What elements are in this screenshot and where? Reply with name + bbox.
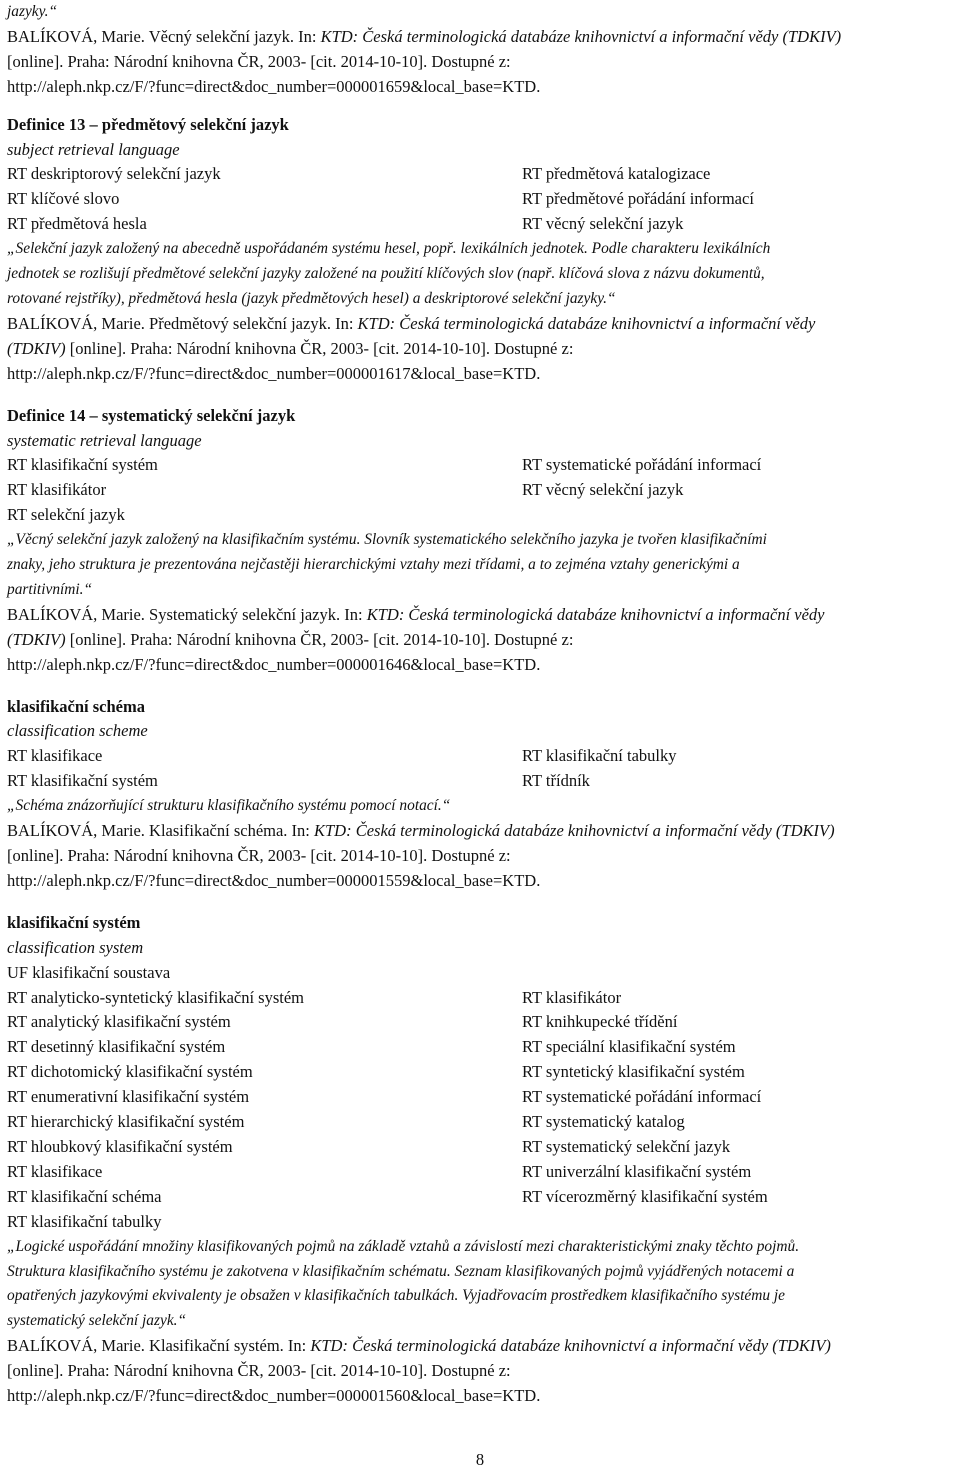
related-terms-row bbox=[7, 1110, 955, 1135]
related-terms-row bbox=[7, 162, 955, 187]
related-term: RT systematické pořádání informací bbox=[522, 455, 762, 475]
related-term: RT klasifikační systém bbox=[7, 455, 158, 475]
source-url[interactable]: http://aleph.nkp.cz/F/?func=direct&doc_number=000001559&local_base=KTD. bbox=[7, 870, 541, 890]
english-equivalent: classification scheme bbox=[7, 721, 148, 741]
term-entry bbox=[7, 404, 955, 678]
source-author: BALÍKOVÁ, Marie. Klasifikační systém. In: bbox=[7, 1336, 311, 1356]
english-equivalent: classification system bbox=[7, 937, 144, 957]
related-term: RT knihkupecké třídění bbox=[522, 1012, 678, 1032]
related-term: RT klasifikační schéma bbox=[7, 1186, 162, 1206]
source-author: BALÍKOVÁ, Marie. Věcný selekční jazyk. In: bbox=[7, 26, 321, 46]
related-term: RT systematický selekční jazyk bbox=[522, 1136, 731, 1156]
definition-line: Struktura klasifikačního systému je zakotvena v klasifikačním schématu. Seznam klasifikovaných pojmů vyjádřených notacemi a bbox=[7, 1262, 795, 1280]
term-heading: Definice 13 – předmětový selekční jazyk bbox=[7, 114, 289, 134]
related-terms-row bbox=[7, 503, 955, 528]
related-term: RT klasifikační systém bbox=[7, 771, 158, 791]
definition-line: systematický selekční jazyk.“ bbox=[7, 1312, 187, 1330]
definition-line: jednotek se rozlišují předmětové selekční jazyky založené na použití klíčových slov (např. klíčová slova z názvu dokumentů, bbox=[7, 265, 765, 283]
document-page bbox=[7, 0, 955, 1409]
related-terms-row bbox=[7, 1135, 955, 1160]
related-term: RT klasifikační tabulky bbox=[7, 1211, 162, 1231]
related-terms-row bbox=[7, 1060, 955, 1085]
source-citation bbox=[7, 312, 955, 337]
term-entry bbox=[7, 911, 955, 1409]
source-title-cont: (TDKIV) bbox=[7, 338, 66, 358]
related-term: RT hierarchický klasifikační systém bbox=[7, 1112, 245, 1132]
related-term: RT předmětová hesla bbox=[7, 214, 147, 234]
definition-line: „Schéma znázorňující strukturu klasifikačního systému pomocí notací.“ bbox=[7, 797, 451, 815]
related-terms-row bbox=[7, 1210, 955, 1235]
related-term: RT hloubkový klasifikační systém bbox=[7, 1136, 233, 1156]
related-terms-row bbox=[7, 1160, 955, 1185]
related-term: RT selekční jazyk bbox=[7, 505, 125, 525]
related-term: RT klasifikace bbox=[7, 746, 103, 766]
related-term: RT univerzální klasifikační systém bbox=[522, 1161, 752, 1181]
entries-container bbox=[7, 113, 955, 1409]
source-title: KTD: Česká terminologická databáze knihovnictví a informační vědy (TDKIV) bbox=[320, 26, 842, 46]
source-url[interactable]: http://aleph.nkp.cz/F/?func=direct&doc_number=000001617&local_base=KTD. bbox=[7, 363, 541, 383]
definition-line: znaky, jeho struktura je prezentována nejčastěji hierarchickými vztahy mezi třídami, a to zejména vztahy generickými a bbox=[7, 556, 740, 574]
definition-line: rotované rejstříky), předmětová hesla (jazyk předmětových hesel) a deskriptorové selekční jazyky.“ bbox=[7, 289, 616, 307]
definition-line: „Logické uspořádání množiny klasifikovaných pojmů na základě vztahů a závislostí mezi charakteristickými znaky těchto pojmů. bbox=[7, 1237, 800, 1255]
related-term: RT dichotomický klasifikační systém bbox=[7, 1062, 253, 1082]
related-term: RT věcný selekční jazyk bbox=[522, 214, 684, 234]
source-url[interactable]: http://aleph.nkp.cz/F/?func=direct&doc_number=000001560&local_base=KTD. bbox=[7, 1386, 541, 1406]
related-terms-row bbox=[7, 453, 955, 478]
related-term: RT desetinný klasifikační systém bbox=[7, 1037, 226, 1057]
related-term: RT věcný selekční jazyk bbox=[522, 480, 684, 500]
related-term: RT syntetický klasifikační systém bbox=[522, 1062, 745, 1082]
source-citation bbox=[7, 819, 955, 844]
source-details bbox=[7, 628, 955, 653]
english-equivalent: systematic retrieval language bbox=[7, 430, 202, 450]
related-term: RT systematický katalog bbox=[522, 1112, 685, 1132]
source-author: BALÍKOVÁ, Marie. Systematický selekční jazyk. In: bbox=[7, 604, 367, 624]
source-citation bbox=[7, 603, 955, 628]
source-title: KTD: Česká terminologická databáze knihovnictví a informační vědy bbox=[357, 313, 816, 333]
related-terms-row bbox=[7, 212, 955, 237]
source-publication: [online]. Praha: Národní knihovna ČR, 2003- [cit. 2014-10-10]. Dostupné z: bbox=[7, 1361, 511, 1381]
source-title: KTD: Česká terminologická databáze knihovnictví a informační vědy bbox=[366, 604, 825, 624]
related-term: RT předmětové pořádání informací bbox=[522, 189, 754, 209]
english-equivalent: subject retrieval language bbox=[7, 139, 180, 159]
definition-line: „Věcný selekční jazyk založený na klasifikačním systému. Slovník systematického selekčního jazyka je tvořen klasifikačními bbox=[7, 531, 767, 549]
source-title: KTD: Česká terminologická databáze knihovnictví a informační vědy (TDKIV) bbox=[310, 1336, 831, 1356]
related-term: RT deskriptorový selekční jazyk bbox=[7, 164, 221, 184]
source-author: BALÍKOVÁ, Marie. Předmětový selekční jazyk. In: bbox=[7, 313, 358, 333]
source-title-cont: (TDKIV) bbox=[7, 629, 66, 649]
related-term: RT třídník bbox=[522, 771, 590, 791]
related-term: RT klíčové slovo bbox=[7, 189, 120, 209]
related-term: RT klasifikátor bbox=[522, 987, 622, 1007]
term-heading: klasifikační schéma bbox=[7, 696, 145, 716]
related-terms-row bbox=[7, 1085, 955, 1110]
term-entry bbox=[7, 695, 955, 894]
source-title: KTD: Česká terminologická databáze knihovnictví a informační vědy (TDKIV) bbox=[314, 821, 835, 841]
source-details bbox=[7, 1359, 955, 1384]
related-term: RT klasifikace bbox=[7, 1161, 103, 1181]
related-terms-row bbox=[7, 1035, 955, 1060]
source-citation bbox=[7, 25, 955, 50]
source-publication: [online]. Praha: Národní knihovna ČR, 2003- [cit. 2014-10-10]. Dostupné z: bbox=[65, 338, 574, 358]
related-terms-row bbox=[7, 187, 955, 212]
related-term: RT klasifikátor bbox=[7, 480, 107, 500]
term-entry bbox=[7, 113, 955, 387]
related-term: RT speciální klasifikační systém bbox=[522, 1037, 736, 1057]
source-url[interactable]: http://aleph.nkp.cz/F/?func=direct&doc_number=000001659&local_base=KTD. bbox=[7, 76, 541, 96]
definition-tail: jazyky.“ bbox=[7, 3, 58, 20]
source-details: [online]. Praha: Národní knihovna ČR, 2003- [cit. 2014-10-10]. Dostupné z: bbox=[7, 51, 511, 71]
source-url[interactable]: http://aleph.nkp.cz/F/?func=direct&doc_number=000001646&local_base=KTD. bbox=[7, 654, 541, 674]
source-details bbox=[7, 844, 955, 869]
source-details bbox=[7, 337, 955, 362]
page-number: 8 bbox=[475, 1450, 485, 1469]
related-terms-row bbox=[7, 986, 955, 1011]
term-heading: Definice 14 – systematický selekční jazyk bbox=[7, 405, 296, 425]
term-heading: klasifikační systém bbox=[7, 912, 141, 932]
used-for: UF klasifikační soustava bbox=[7, 962, 171, 982]
related-term: RT analytický klasifikační systém bbox=[7, 1012, 231, 1032]
related-terms-row bbox=[7, 1010, 955, 1035]
related-terms-row bbox=[7, 769, 955, 794]
intro-block bbox=[7, 0, 955, 100]
related-terms-row bbox=[7, 1185, 955, 1210]
definition-line: partitivními.“ bbox=[7, 580, 93, 598]
related-term: RT vícerozměrný klasifikační systém bbox=[522, 1186, 768, 1206]
related-terms-row bbox=[7, 478, 955, 503]
definition-line: „Selekční jazyk založený na abecedně uspořádaném systému hesel, popř. lexikálních jednotek. Podle charakteru lexikálních bbox=[7, 240, 771, 258]
related-term: RT analyticko-syntetický klasifikační systém bbox=[7, 987, 305, 1007]
source-author: BALÍKOVÁ, Marie. Klasifikační schéma. In: bbox=[7, 821, 314, 841]
source-publication: [online]. Praha: Národní knihovna ČR, 2003- [cit. 2014-10-10]. Dostupné z: bbox=[7, 846, 511, 865]
related-term: RT klasifikační tabulky bbox=[522, 746, 677, 766]
source-citation bbox=[7, 1334, 955, 1359]
related-terms-row bbox=[7, 744, 955, 769]
source-publication: [online]. Praha: Národní knihovna ČR, 2003- [cit. 2014-10-10]. Dostupné z: bbox=[65, 629, 574, 649]
related-term: RT systematické pořádání informací bbox=[522, 1087, 762, 1107]
related-term: RT enumerativní klasifikační systém bbox=[7, 1087, 250, 1107]
related-term: RT předmětová katalogizace bbox=[522, 164, 711, 184]
definition-line: opatřených jazykovými ekvivalenty je obsažen v klasifikačních tabulkách. Vyjadřovacím prostředkem klasifikačního systému je bbox=[7, 1287, 785, 1305]
